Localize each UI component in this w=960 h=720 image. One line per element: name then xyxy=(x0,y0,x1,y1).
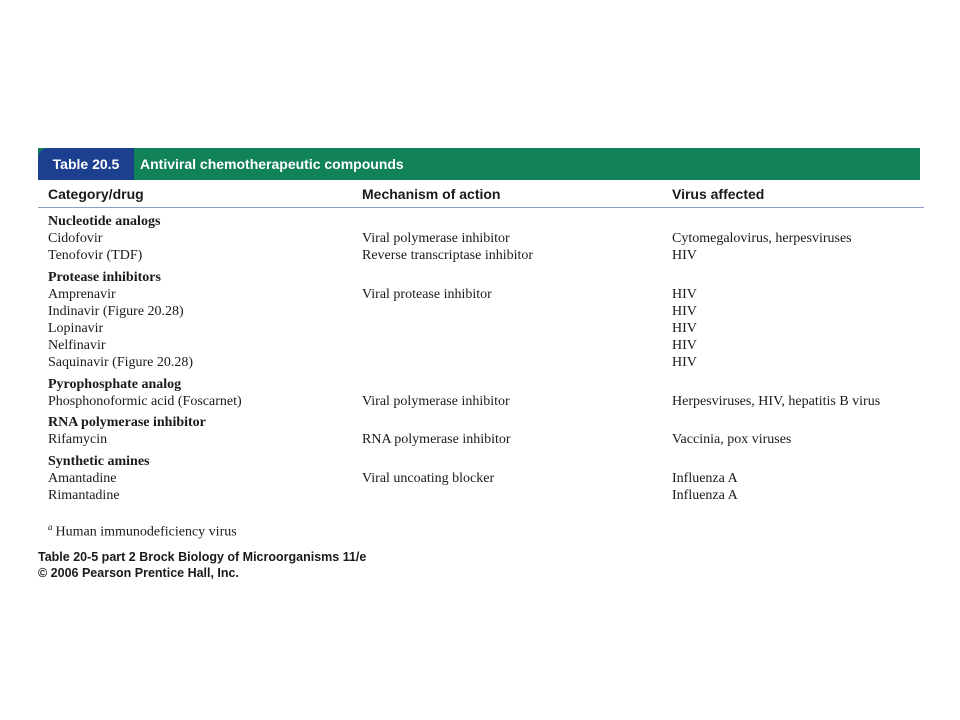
table-row xyxy=(0,230,960,247)
virus-cell: HIV xyxy=(672,338,697,353)
table-body xyxy=(0,213,960,504)
column-header-mechanism: Mechanism of action xyxy=(362,186,501,202)
mechanism-cell: RNA polymerase inhibitor xyxy=(362,432,511,447)
drug-cell: Lopinavir xyxy=(48,321,104,336)
category-label: Pyrophosphate analog xyxy=(48,377,182,392)
table-row xyxy=(0,487,960,504)
table-title: Antiviral chemotherapeutic compounds xyxy=(140,156,404,172)
category-row xyxy=(0,269,960,286)
mechanism-cell: Viral polymerase inhibitor xyxy=(362,394,510,409)
virus-cell: HIV xyxy=(672,304,697,319)
drug-cell: Phosphonoformic acid (Foscarnet) xyxy=(48,394,242,409)
caption-line-1: Table 20-5 part 2 Brock Biology of Microorganisms 11/e xyxy=(38,550,367,564)
mechanism-cell: Viral protease inhibitor xyxy=(362,287,492,302)
figure-caption xyxy=(38,549,366,581)
footnote-text: Human immunodeficiency virus xyxy=(55,524,237,540)
table-row xyxy=(0,337,960,354)
drug-cell: Amprenavir xyxy=(48,287,116,302)
table-row xyxy=(0,470,960,487)
virus-cell: HIV xyxy=(672,321,697,336)
table-header-bar xyxy=(38,148,920,180)
category-label: Protease inhibitors xyxy=(48,270,161,285)
footnote xyxy=(48,522,237,541)
virus-cell: Cytomegalovirus, herpesviruses xyxy=(672,231,852,246)
category-label: RNA polymerase inhibitor xyxy=(48,415,206,430)
drug-cell: Rifamycin xyxy=(48,432,108,447)
drug-cell: Rimantadine xyxy=(48,488,120,503)
table-row xyxy=(0,431,960,448)
table-row xyxy=(0,286,960,303)
virus-cell: Herpesviruses, HIV, hepatitis B virus xyxy=(672,394,881,409)
drug-cell: Amantadine xyxy=(48,471,117,486)
table-row xyxy=(0,303,960,320)
table-row xyxy=(0,320,960,337)
category-row xyxy=(0,376,960,393)
column-header-row xyxy=(38,180,924,208)
category-row xyxy=(0,453,960,470)
table-row xyxy=(0,393,960,410)
mechanism-cell: Reverse transcriptase inhibitor xyxy=(362,248,534,263)
footnote-marker: a xyxy=(48,522,53,532)
drug-cell: Saquinavir (Figure 20.28) xyxy=(48,355,194,370)
virus-cell: Vaccinia, pox viruses xyxy=(672,432,792,447)
category-label: Nucleotide analogs xyxy=(48,214,161,229)
virus-cell: Influenza A xyxy=(672,471,738,486)
category-label: Synthetic amines xyxy=(48,454,150,469)
table-row xyxy=(0,247,960,264)
virus-cell: Influenza A xyxy=(672,488,738,503)
virus-cell: HIV xyxy=(672,355,697,370)
virus-cell: HIV xyxy=(672,287,697,302)
caption-line-2: © 2006 Pearson Prentice Hall, Inc. xyxy=(38,566,239,580)
virus-cell: HIV xyxy=(672,248,697,263)
drug-cell: Cidofovir xyxy=(48,231,103,246)
mechanism-cell: Viral uncoating blocker xyxy=(362,471,495,486)
drug-cell: Tenofovir (TDF) xyxy=(48,248,143,263)
drug-cell: Nelfinavir xyxy=(48,338,106,353)
mechanism-cell: Viral polymerase inhibitor xyxy=(362,231,510,246)
category-row xyxy=(0,414,960,431)
table-row xyxy=(0,354,960,371)
column-header-virus: Virus affected xyxy=(672,186,765,202)
column-header-category: Category/drug xyxy=(48,186,144,202)
category-row xyxy=(0,213,960,230)
table-number: Table 20.5 xyxy=(38,148,134,180)
drug-cell: Indinavir (Figure 20.28) xyxy=(48,304,184,319)
